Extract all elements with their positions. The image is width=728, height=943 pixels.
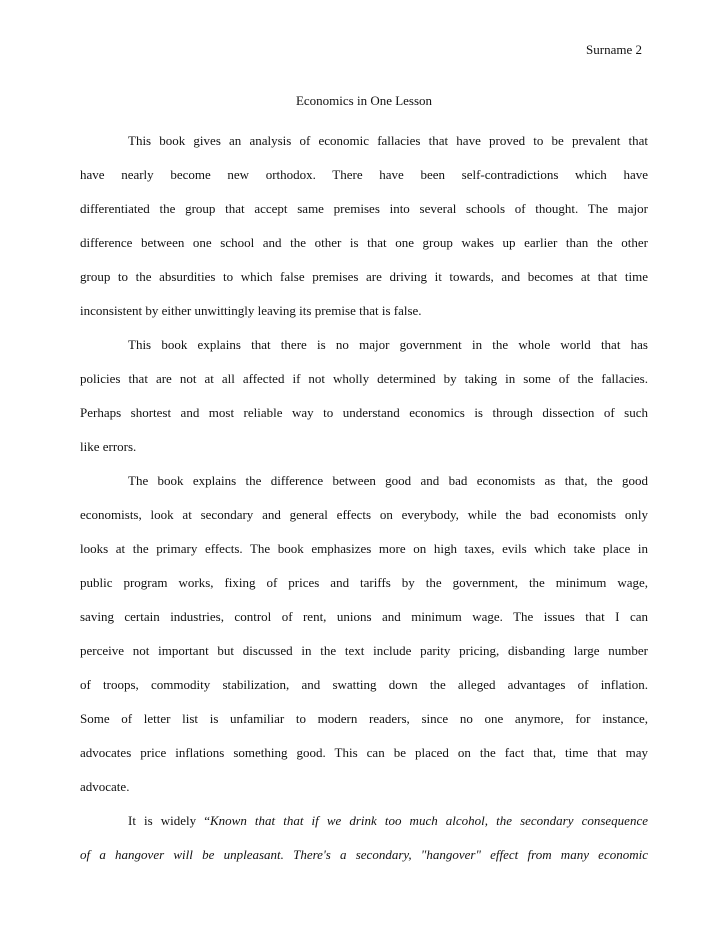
quote-lead-text: It is widely “ <box>128 813 210 828</box>
body-line: public program works, fixing of prices and tariffs by the government, the minimum wage, <box>80 575 648 590</box>
document-title: Economics in One Lesson <box>295 93 433 108</box>
body-line: The book explains the difference between good and bad economists as that, the good <box>128 473 648 488</box>
body-line: have nearly become new orthodox. There have been self-contradictions which have <box>80 167 648 182</box>
body-line: economists, look at secondary and general effects on everybody, while the bad economists only <box>80 507 648 522</box>
quote-line <box>80 838 648 872</box>
body-line: This book gives an analysis of economic fallacies that have proved to be prevalent that <box>128 133 648 148</box>
running-head: Surname 2 <box>586 42 642 57</box>
body-line: perceive not important but discussed in the text include parity pricing, disbanding large number <box>80 643 648 658</box>
body-line: looks at the primary effects. The book emphasizes more on high taxes, evils which take place in <box>80 541 648 556</box>
body-line: policies that are not at all affected if not wholly determined by taking in some of the fallacies. <box>80 371 648 386</box>
body-line: of troops, commodity stabilization, and swatting down the alleged advantages of inflation. <box>80 677 648 692</box>
body-line: Perhaps shortest and most reliable way to understand economics is through dissection of such <box>80 405 648 420</box>
body-line: This book explains that there is no major government in the whole world that has <box>128 337 648 352</box>
document-body <box>80 124 648 872</box>
body-line: advocates price inflations something good. This can be placed on the fact that, time that may <box>80 745 648 760</box>
quote-line <box>80 804 648 838</box>
body-line: saving certain industries, control of rent, unions and minimum wage. The issues that I can <box>80 609 648 624</box>
body-line: differentiated the group that accept same premises into several schools of thought. The major <box>80 201 648 216</box>
body-line: Some of letter list is unfamiliar to modern readers, since no one anymore, for instance, <box>80 711 648 726</box>
body-line: like errors. <box>80 439 137 454</box>
body-line: inconsistent by either unwittingly leaving its premise that is false. <box>80 303 422 318</box>
body-line: advocate. <box>80 779 130 794</box>
body-line: group to the absurdities to which false premises are driving it towards, and becomes at that time <box>80 269 648 284</box>
body-line: difference between one school and the other is that one group wakes up earlier than the other <box>80 235 648 250</box>
quote-italic-text: Known that that if we drink too much alcohol, the secondary consequence <box>210 813 648 828</box>
quote-italic-text: of a hangover will be unpleasant. There's a secondary, "hangover" effect from many economic <box>80 847 648 862</box>
